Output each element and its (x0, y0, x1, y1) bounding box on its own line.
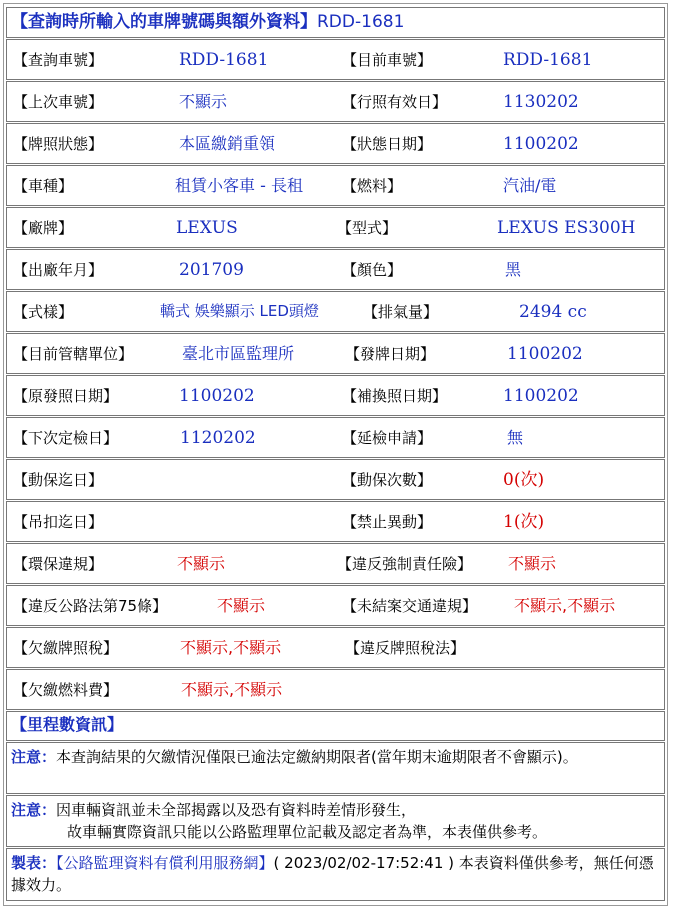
label-tax-law-violation: 【違反牌照稅法】 (345, 639, 466, 657)
value-vehicle-type: 租賃小客車 - 長租 (175, 176, 303, 195)
label-color: 【顏色】 (342, 261, 403, 279)
value-query-plate: RDD-1681 (179, 50, 269, 70)
label-license-valid: 【行照有效日】 (342, 93, 448, 111)
value-displacement: 2494 cc (519, 302, 587, 322)
value-insurance-violation: 不顯示 (508, 554, 557, 573)
row-highway-act (6, 585, 665, 626)
label-brand: 【廠牌】 (13, 219, 74, 237)
row-next-inspection (6, 417, 665, 458)
label-lien-expiry: 【動保迄日】 (13, 471, 104, 489)
label-reissue-date: 【補換照日期】 (342, 387, 448, 405)
label-original-issue: 【原發照日期】 (13, 387, 119, 405)
row-vehicle-type (6, 165, 665, 206)
row-style (6, 291, 665, 332)
value-open-traffic-violation: 不顯示,不顯示 (514, 596, 616, 615)
label-lien-count: 【動保次數】 (342, 471, 433, 489)
value-reissue-date: 1100202 (503, 386, 579, 406)
value-fuel-fee: 不顯示,不顯示 (181, 680, 283, 699)
row-plate-number (6, 39, 665, 80)
row-plate-status (6, 123, 665, 164)
note-arrears-text (11, 746, 658, 768)
report-footer (6, 848, 665, 901)
label-vehicle-type: 【車種】 (13, 177, 74, 195)
header-title: 【查詢時所輸入的車牌號碼與額外資料】RDD-1681 (11, 12, 405, 32)
label-status-date: 【狀態日期】 (342, 135, 433, 153)
value-lien-count: 0(次) (503, 470, 545, 490)
row-manufacture-date (6, 249, 665, 290)
value-jurisdiction: 臺北市區監理所 (182, 344, 295, 363)
label-extension-request: 【延檢申請】 (342, 429, 433, 447)
row-fuel-fee (6, 669, 665, 710)
note-disclosure (6, 795, 665, 847)
label-fuel: 【燃料】 (342, 177, 403, 195)
label-suspension-expiry: 【吊扣迄日】 (13, 513, 104, 531)
value-manufacture-date: 201709 (179, 260, 244, 280)
label-license-tax: 【欠繳牌照稅】 (13, 639, 119, 657)
value-fuel: 汽油/電 (503, 176, 557, 195)
label-style: 【式樣】 (13, 303, 74, 321)
note-arrears-body: 本查詢結果的欠繳情況僅限已逾法定繳納期限者(當年期末逾期限者不會顯示)。 (56, 748, 578, 766)
value-style: 轎式 娛樂顯示 LED頭燈 (160, 302, 319, 320)
row-original-issue (6, 375, 665, 416)
value-license-tax: 不顯示,不顯示 (180, 638, 282, 657)
value-next-inspection: 1120202 (180, 428, 256, 448)
value-transfer-ban: 1(次) (503, 512, 545, 532)
label-fuel-fee: 【欠繳燃料費】 (13, 681, 119, 699)
label-highway-act: 【違反公路法第75條】 (13, 597, 168, 615)
label-transfer-ban: 【禁止異動】 (342, 513, 433, 531)
row-last-plate (6, 81, 665, 122)
value-current-plate: RDD-1681 (503, 50, 593, 70)
note-arrears-label: 注意： (11, 748, 57, 766)
row-environmental (6, 543, 665, 584)
label-next-inspection: 【下次定檢日】 (13, 429, 119, 447)
header-plate: RDD-1681 (317, 12, 405, 32)
row-lien-expiry (6, 459, 665, 500)
mileage-title: 【里程數資訊】 (11, 715, 124, 734)
row-license-tax (6, 627, 665, 668)
label-jurisdiction: 【目前管轄單位】 (13, 345, 134, 363)
note-disclosure-line2: 故車輛實際資訊只能以公路監理單位記載及認定者為準，本表僅供參考。 (67, 823, 548, 841)
label-manufacture-date: 【出廠年月】 (13, 261, 104, 279)
row-jurisdiction (6, 333, 665, 374)
label-model: 【型式】 (337, 219, 398, 237)
value-environmental: 不顯示 (177, 554, 226, 573)
label-query-plate: 【查詢車號】 (13, 51, 104, 69)
value-color: 黑 (505, 260, 522, 279)
value-brand: LEXUS (176, 218, 238, 238)
value-original-issue: 1100202 (179, 386, 255, 406)
label-environmental: 【環保違規】 (13, 555, 104, 573)
footer-disclaimer: 本表資料僅供參考，無任何憑據效力。 (11, 854, 654, 894)
footer-source: 【公路監理資料有償利用服務網】 (56, 854, 274, 872)
value-extension-request: 無 (507, 428, 524, 447)
note-arrears (6, 742, 665, 794)
report-header (6, 7, 665, 38)
value-issue-date: 1100202 (507, 344, 583, 364)
footer-text (11, 852, 658, 896)
label-last-plate: 【上次車號】 (13, 93, 104, 111)
mileage-section (6, 711, 665, 741)
footer-label: 製表： (11, 854, 57, 872)
note-disclosure-line1: 因車輛資訊並未全部揭露以及恐有資料時差情形發生， (56, 801, 417, 819)
note-disclosure-label: 注意： (11, 801, 57, 819)
row-suspension-expiry (6, 501, 665, 542)
label-plate-status: 【牌照狀態】 (13, 135, 104, 153)
value-model: LEXUS ES300H (497, 218, 636, 238)
row-brand (6, 207, 665, 248)
footer-time: ( 2023/02/02-17:52:41 ) (273, 854, 455, 872)
value-plate-status: 本區繳銷重領 (179, 134, 276, 153)
label-insurance-violation: 【違反強制責任險】 (337, 555, 473, 573)
value-license-valid: 1130202 (503, 92, 579, 112)
label-open-traffic-violation: 【未結案交通違規】 (342, 597, 478, 615)
label-current-plate: 【目前車號】 (342, 51, 433, 69)
note-disclosure-text (11, 799, 658, 843)
value-last-plate: 不顯示 (179, 92, 228, 111)
value-highway-act: 不顯示 (217, 596, 266, 615)
label-displacement: 【排氣量】 (363, 303, 439, 321)
label-issue-date: 【發牌日期】 (345, 345, 436, 363)
value-status-date: 1100202 (503, 134, 579, 154)
